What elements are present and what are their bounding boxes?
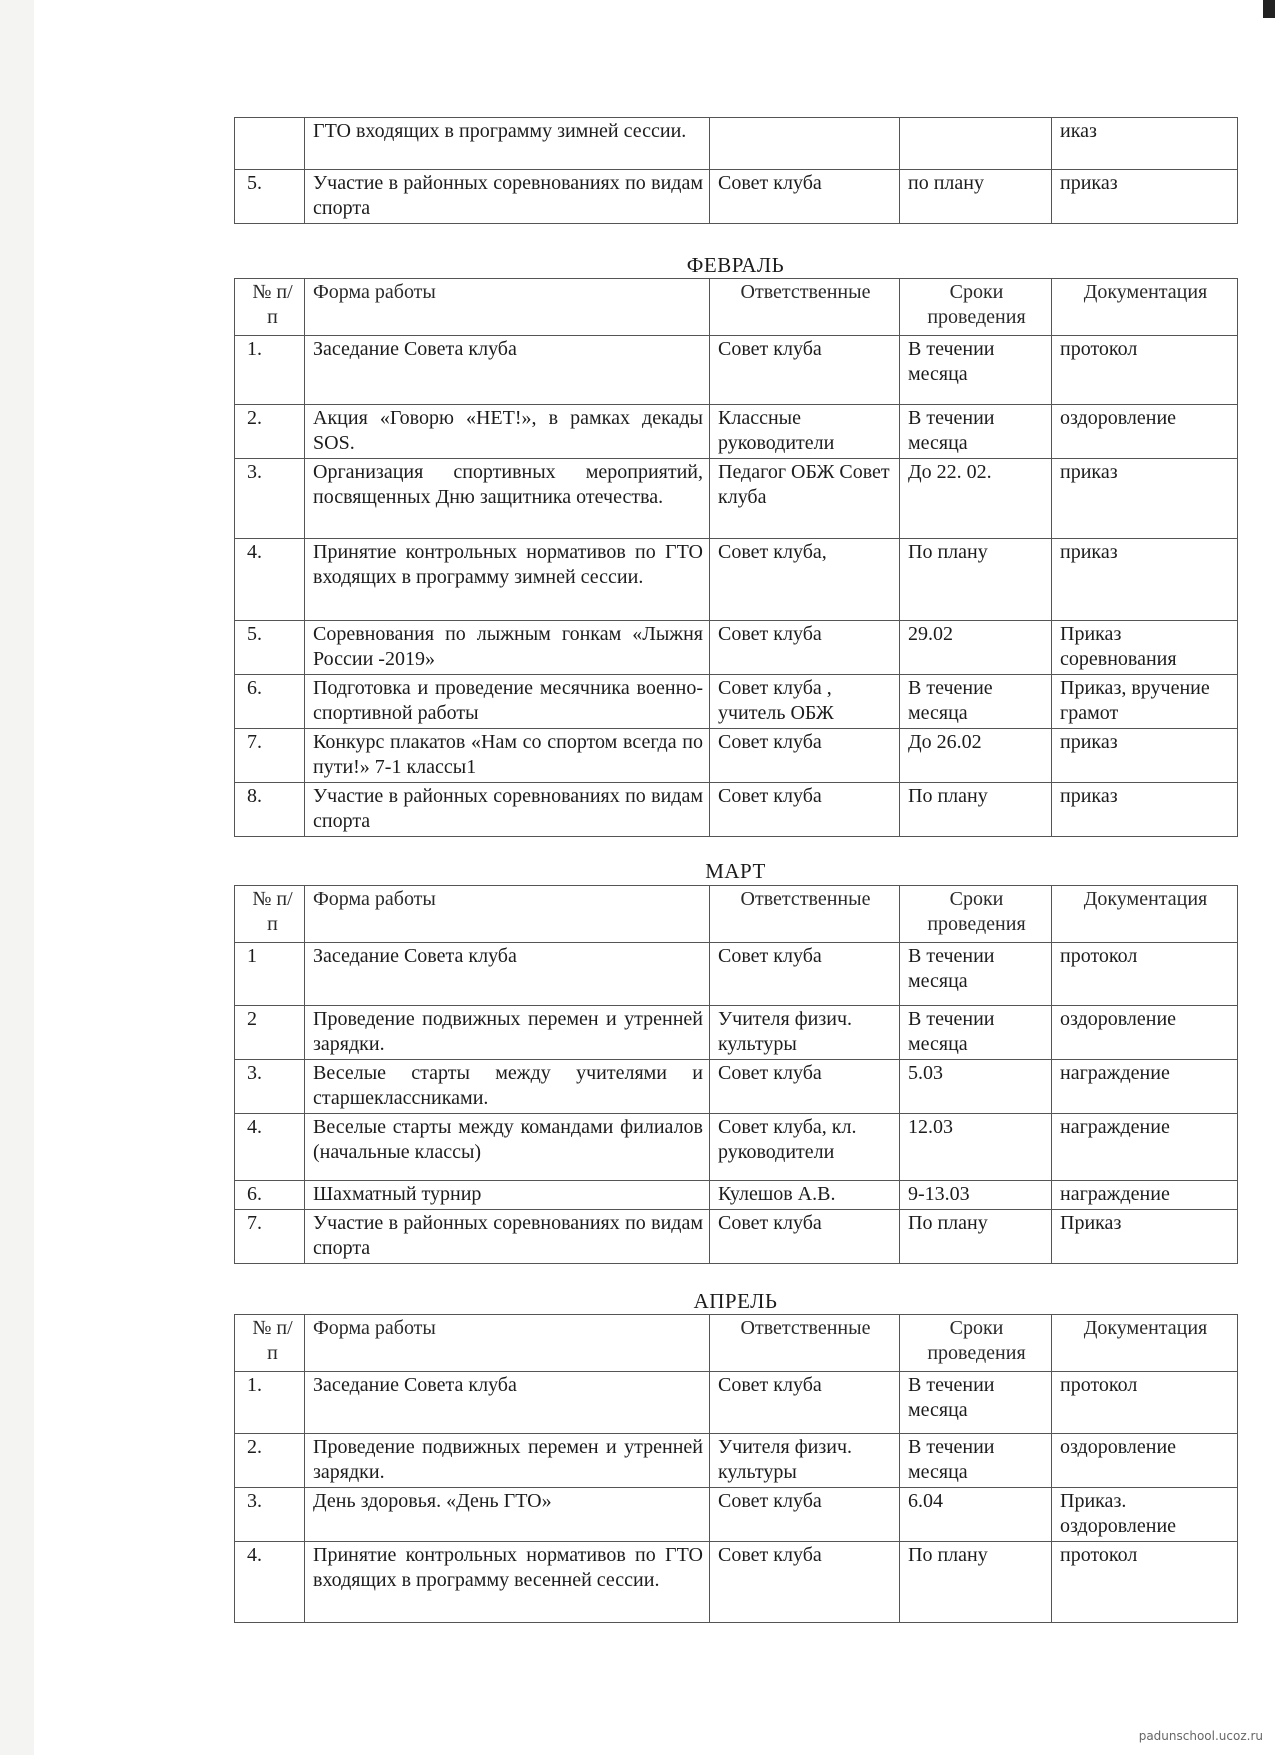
header-cell-resp: Ответственные (710, 1315, 900, 1372)
cell-dates: В течении месяца (900, 1372, 1052, 1434)
cell-docs: приказ (1052, 729, 1238, 783)
table-row (235, 336, 1238, 405)
cell-form: День здоровья. «День ГТО» (305, 1488, 710, 1542)
cell-form: Организация спортивных мероприятий, посвященных Дню защитника отечества. (305, 459, 710, 539)
cell-num: 5. (235, 621, 305, 675)
table-header-row (235, 1315, 1238, 1372)
cell-resp: Кулешов А.В. (710, 1181, 900, 1210)
header-cell-resp: Ответственные (710, 886, 900, 943)
cell-form: Соревнования по лыжным гонкам «Лыжня России -2019» (305, 621, 710, 675)
table-row (235, 539, 1238, 621)
cell-dates: 29.02 (900, 621, 1052, 675)
cell-num: 5. (235, 170, 305, 224)
cell-resp: Совет клуба (710, 1488, 900, 1542)
cell-resp: Совет клуба (710, 1372, 900, 1434)
watermark: padunschool.ucoz.ru (1138, 1729, 1263, 1743)
cell-docs: Приказ соревнования (1052, 621, 1238, 675)
cell-dates: В течении месяца (900, 943, 1052, 1006)
cell-resp: Совет клуба (710, 1210, 900, 1264)
cell-dates: По плану (900, 783, 1052, 837)
cell-form: ГТО входящих в программу зимней сессии. (305, 118, 710, 170)
cell-form: Участие в районных соревнованиях по видам спорта (305, 1210, 710, 1264)
cell-docs: оздоровление (1052, 1434, 1238, 1488)
cell-resp: Совет клуба, (710, 539, 900, 621)
cell-dates: До 22. 02. (900, 459, 1052, 539)
cell-form: Принятие контрольных нормативов по ГТО входящих в программу весенней сессии. (305, 1542, 710, 1623)
cell-form: Проведение подвижных перемен и утренней зарядки. (305, 1434, 710, 1488)
header-cell-num: № п/п (235, 279, 305, 336)
cell-dates: По плану (900, 1210, 1052, 1264)
table-row (235, 118, 1238, 170)
cell-form: Веселые старты между учителями и старшеклассниками. (305, 1060, 710, 1114)
header-cell-num: № п/п (235, 886, 305, 943)
cell-docs: Приказ (1052, 1210, 1238, 1264)
table-row (235, 675, 1238, 729)
cell-resp: Совет клуба (710, 170, 900, 224)
cell-docs: приказ (1052, 459, 1238, 539)
cell-dates: В течении месяца (900, 1006, 1052, 1060)
cell-num: 4. (235, 1542, 305, 1623)
cell-resp: Совет клуба (710, 1060, 900, 1114)
scan-edge-mark (1263, 0, 1275, 18)
cell-form: Конкурс плакатов «Нам со спортом всегда по пути!» 7-1 классы1 (305, 729, 710, 783)
cell-resp: Совет клуба (710, 1542, 900, 1623)
header-cell-docs: Документация (1052, 1315, 1238, 1372)
cell-docs: протокол (1052, 1542, 1238, 1623)
cell-num: 2. (235, 1434, 305, 1488)
header-cell-form: Форма работы (305, 1315, 710, 1372)
cell-dates: 6.04 (900, 1488, 1052, 1542)
month-title-february: ФЕВРАЛЬ (686, 253, 785, 277)
cell-form: Шахматный турнир (305, 1181, 710, 1210)
table-row (235, 1434, 1238, 1488)
cell-form: Проведение подвижных перемен и утренней зарядки. (305, 1006, 710, 1060)
header-cell-resp: Ответственные (710, 279, 900, 336)
cell-resp: Совет клуба (710, 783, 900, 837)
cell-dates: В течении месяца (900, 336, 1052, 405)
march-table (234, 885, 1238, 1264)
cell-dates: по плану (900, 170, 1052, 224)
cell-num: 7. (235, 1210, 305, 1264)
header-cell-docs: Документация (1052, 886, 1238, 943)
month-title-march: МАРТ (705, 859, 766, 883)
cell-form: Участие в районных соревнованиях по видам спорта (305, 170, 710, 224)
cell-num: 2 (235, 1006, 305, 1060)
cell-resp: Совет клуба, кл. руководители (710, 1114, 900, 1181)
cell-num: 6. (235, 675, 305, 729)
table-row (235, 729, 1238, 783)
cell-dates: По плану (900, 539, 1052, 621)
cell-dates: В течение месяца (900, 675, 1052, 729)
cell-docs: протокол (1052, 336, 1238, 405)
cell-docs: Приказ. оздоровление (1052, 1488, 1238, 1542)
table-row (235, 1114, 1238, 1181)
cell-num: 8. (235, 783, 305, 837)
cell-docs: Приказ, вручение грамот (1052, 675, 1238, 729)
cell-docs: протокол (1052, 943, 1238, 1006)
cell-docs: иказ (1052, 118, 1238, 170)
cell-form: Акция «Говорю «НЕТ!», в рамках декады SOS. (305, 405, 710, 459)
table-header-row (235, 279, 1238, 336)
header-cell-dates: Сроки проведения (900, 1315, 1052, 1372)
cell-num: 1 (235, 943, 305, 1006)
table-row (235, 1542, 1238, 1623)
cell-docs: оздоровление (1052, 405, 1238, 459)
header-cell-form: Форма работы (305, 886, 710, 943)
cell-docs: награждение (1052, 1060, 1238, 1114)
cell-dates: До 26.02 (900, 729, 1052, 783)
table-row (235, 1181, 1238, 1210)
cell-docs: приказ (1052, 783, 1238, 837)
table-row (235, 1210, 1238, 1264)
cell-resp: Совет клуба (710, 621, 900, 675)
cell-num: 6. (235, 1181, 305, 1210)
header-cell-form: Форма работы (305, 279, 710, 336)
cell-num (235, 118, 305, 170)
cell-resp: Учителя физич. культуры (710, 1434, 900, 1488)
cell-dates: 12.03 (900, 1114, 1052, 1181)
table-row (235, 621, 1238, 675)
cell-resp: Совет клуба (710, 336, 900, 405)
header-cell-docs: Документация (1052, 279, 1238, 336)
table-row (235, 1006, 1238, 1060)
cell-num: 1. (235, 1372, 305, 1434)
header-cell-dates: Сроки проведения (900, 279, 1052, 336)
cell-docs: оздоровление (1052, 1006, 1238, 1060)
cell-resp: Совет клуба , учитель ОБЖ (710, 675, 900, 729)
cell-dates: 9-13.03 (900, 1181, 1052, 1210)
table-row (235, 943, 1238, 1006)
cell-dates (900, 118, 1052, 170)
table-row (235, 405, 1238, 459)
header-cell-num: № п/п (235, 1315, 305, 1372)
cell-resp (710, 118, 900, 170)
cell-form: Принятие контрольных нормативов по ГТО входящих в программу зимней сессии. (305, 539, 710, 621)
cell-resp: Совет клуба (710, 729, 900, 783)
cell-dates: 5.03 (900, 1060, 1052, 1114)
cell-dates: По плану (900, 1542, 1052, 1623)
cell-form: Заседание Совета клуба (305, 336, 710, 405)
table-header-row (235, 886, 1238, 943)
cell-num: 7. (235, 729, 305, 783)
cell-form: Веселые старты между командами филиалов (начальные классы) (305, 1114, 710, 1181)
cell-resp: Совет клуба (710, 943, 900, 1006)
table-row (235, 783, 1238, 837)
april-table (234, 1314, 1238, 1623)
cell-docs: награждение (1052, 1114, 1238, 1181)
cell-docs: протокол (1052, 1372, 1238, 1434)
cell-form: Заседание Совета клуба (305, 1372, 710, 1434)
cell-resp: Педагог ОБЖ Совет клуба (710, 459, 900, 539)
table-row (235, 459, 1238, 539)
cell-dates: В течении месяца (900, 1434, 1052, 1488)
cell-form: Участие в районных соревнованиях по видам спорта (305, 783, 710, 837)
cell-num: 3. (235, 1060, 305, 1114)
cell-docs: приказ (1052, 170, 1238, 224)
cell-num: 2. (235, 405, 305, 459)
february-table (234, 278, 1238, 837)
cell-form: Заседание Совета клуба (305, 943, 710, 1006)
cell-num: 1. (235, 336, 305, 405)
cell-docs: приказ (1052, 539, 1238, 621)
cell-num: 4. (235, 1114, 305, 1181)
cell-num: 4. (235, 539, 305, 621)
scanned-page (34, 0, 1275, 1755)
cell-dates: В течении месяца (900, 405, 1052, 459)
cell-resp: Учителя физич. культуры (710, 1006, 900, 1060)
month-title-april: АПРЕЛЬ (693, 1289, 778, 1313)
cell-docs: награждение (1052, 1181, 1238, 1210)
header-cell-dates: Сроки проведения (900, 886, 1052, 943)
table-row (235, 170, 1238, 224)
cell-num: 3. (235, 459, 305, 539)
cell-resp: Классные руководители (710, 405, 900, 459)
table-row (235, 1060, 1238, 1114)
january-tail-table (234, 117, 1238, 224)
table-row (235, 1488, 1238, 1542)
cell-form: Подготовка и проведение месячника военно- спортивной работы (305, 675, 710, 729)
cell-num: 3. (235, 1488, 305, 1542)
table-row (235, 1372, 1238, 1434)
